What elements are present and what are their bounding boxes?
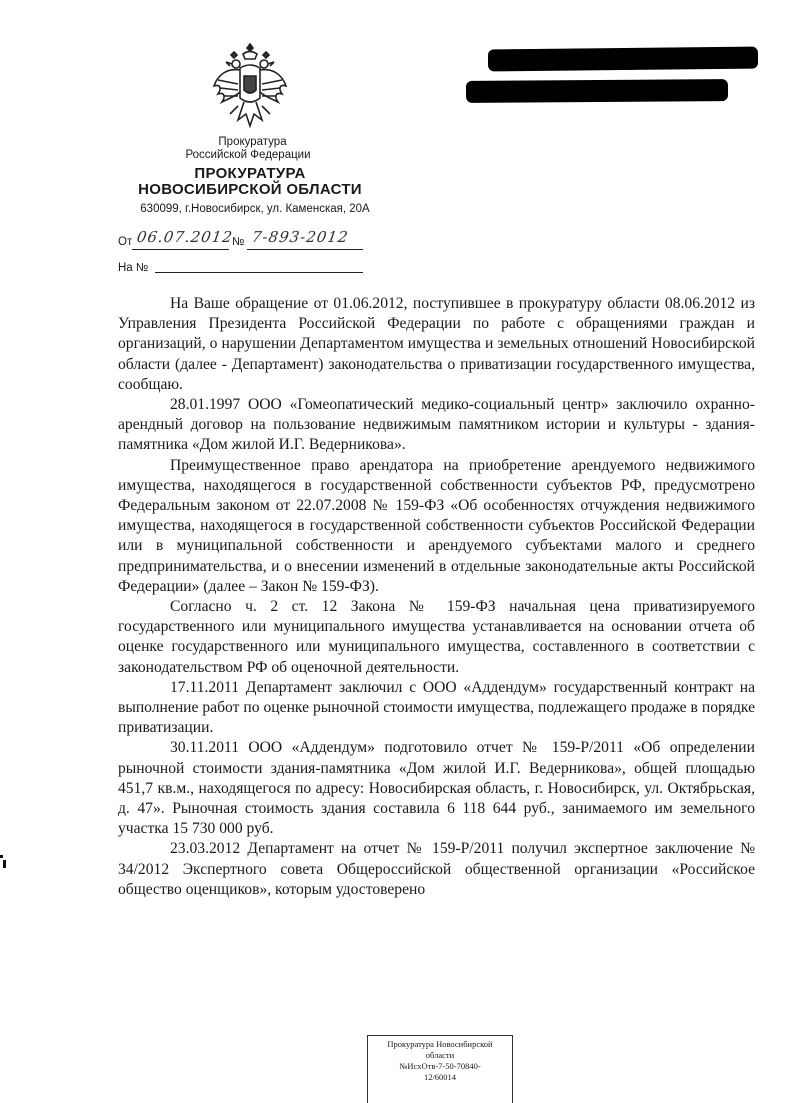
body-paragraph: 17.11.2011 Департамент заключил с ООО «Аддендум» государственный контракт на выполнение работ по оценке рыночной стоимости имущества, подлежащего продаже в порядке приватизации. xyxy=(118,678,755,737)
body-paragraph: Преимущественное право арендатора на приобретение арендуемого недвижимого имущества, находящегося в государственной собственности субъектов РФ, предусмотрено Федеральным законом от 22.07.2008 № 159-ФЗ «Об особенностях отчуждения недвижимого имущества, находящегося в государственной собственности субъектов Российской Федерации или в муниципальной собственности и арендуемого субъектами малого и среднего предпринимательства, и о внесении изменений в отдельные законодательные акты Российской Федерации» (далее – Закон № 159-ФЗ). xyxy=(118,456,755,595)
reply-to-underline xyxy=(155,272,363,273)
org-name-line2: Российской Федерации xyxy=(185,149,311,161)
redaction-bar xyxy=(466,79,728,103)
date-label: От xyxy=(118,236,133,248)
reply-to-label: На № xyxy=(118,262,149,274)
body-paragraph: 30.11.2011 ООО «Аддендум» подготовило отчет № 159-Р/2011 «Об определении рыночной стоимости здания-памятника «Дом жилой И.Г. Ведерникова», общей площадью 451,7 кв.м., находящегося по адресу: Новосибирская область, г. Новосибирск, ул. Октябрьская, д. 47». Рыночная стоимость здания составила 6 118 644 руб., занимаемого им земельного участка 15 730 000 руб. xyxy=(118,739,755,838)
stamp-line: Прокуратура Новосибирской xyxy=(387,1039,493,1049)
scan-mark xyxy=(0,855,3,858)
body-paragraph: 23.03.2012 Департамент на отчет № 159-Р/2011 получил экспертное заключение № 34/2012 Экспертного совета Общероссийской общественной организации «Российское общество оценщиков», которым удостоверено xyxy=(118,840,755,898)
org-name-line1: Прокуратура xyxy=(218,136,287,148)
redaction-bar xyxy=(488,47,758,72)
double-headed-eagle-icon xyxy=(210,40,290,132)
registration-stamp xyxy=(367,1035,513,1103)
body-paragraph: На Ваше обращение от 01.06.2012, поступившее в прокуратуру области 08.06.2012 из Управления Президента Российской Федерации по работе с обращениями граждан и организаций, о нарушении Департаментом имущества и земельных отношений Новосибирской области (далее - Департамент) законодательства о приватизации государственного имущества, сообщаю. xyxy=(118,295,755,393)
letter-body xyxy=(118,294,755,900)
handwritten-date: 06.07.2012 xyxy=(135,228,235,246)
office-title-line2: НОВОСИБИРСКОЙ ОБЛАСТИ xyxy=(138,181,362,198)
body-paragraph: Согласно ч. 2 ст. 12 Закона № 159-ФЗ начальная цена приватизируемого государственного или муниципального имущества устанавливается на основании отчета об оценке государственного или муниципального имущества, составленного в соответствии с законодательством РФ об оценочной деятельности. xyxy=(118,598,755,676)
body-paragraph: 28.01.1997 ООО «Гомеопатический медико-социальный центр» заключило охранно-арендный договор на пользование недвижимым памятником истории и культуры - здания-памятника «Дом жилой И.Г. Ведерникова». xyxy=(118,396,755,454)
date-underline xyxy=(132,249,229,250)
number-label: № xyxy=(232,236,245,248)
stamp-line: №ИсхОтв-7-50-70840- xyxy=(399,1061,481,1071)
number-underline xyxy=(247,249,363,250)
office-title-line1: ПРОКУРАТУРА xyxy=(194,165,306,182)
scan-mark xyxy=(3,860,6,868)
handwritten-number: 7-893-2012 xyxy=(250,228,350,246)
stamp-line: области xyxy=(425,1050,455,1060)
stamp-line: 12/60014 xyxy=(423,1072,457,1082)
office-address: 630099, г.Новосибирск, ул. Каменская, 20А xyxy=(140,203,370,215)
